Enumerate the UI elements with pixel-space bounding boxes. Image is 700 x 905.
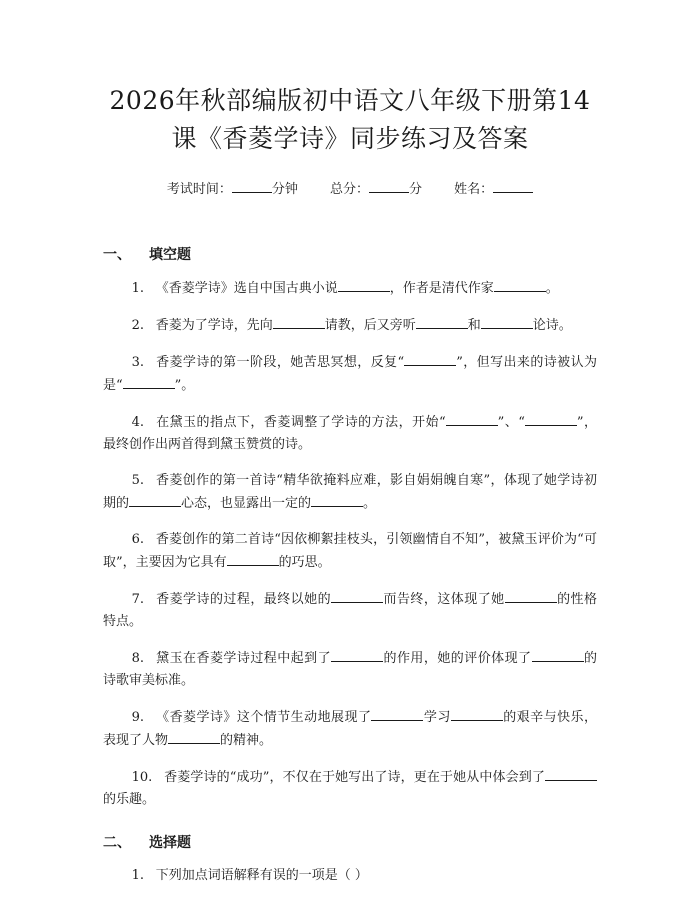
question-text: 香菱学诗的“成功”，不仅在于她写出了诗，更在于她从中体会到了 — [163, 770, 545, 785]
fill-in-question — [103, 470, 597, 515]
fill-in-question — [103, 706, 597, 752]
question-number: 1. — [131, 868, 144, 883]
question-text: 香菱学诗的第一阶段，她苦思冥想，反复“ — [155, 355, 405, 370]
choice-question — [103, 865, 597, 887]
answer-blank — [525, 411, 577, 426]
question-text: 《香菱学诗》选自中国古典小说 — [155, 281, 338, 296]
answer-blank — [338, 277, 390, 292]
title-line-1: 2026年秋部编版初中语文八年级下册第14 — [109, 86, 591, 115]
exam-time: 考试时间： 分钟 — [167, 178, 298, 200]
answer-blank — [168, 729, 220, 744]
question-text: 香菱创作的第二首诗“因依柳絮挂枝头，引领幽情自不知”，被黛玉评价为“可取”，主要因为它具有 — [103, 532, 597, 570]
question-text: 香菱学诗的过程，最终以她的 — [155, 592, 332, 607]
answer-blank — [227, 551, 279, 566]
question-text: 香菱为了学诗，先向 — [155, 318, 273, 333]
question-number: 10. — [131, 770, 153, 785]
fill-in-question — [103, 766, 597, 811]
section-heading-fill-in: 一、 填空题 — [103, 247, 191, 263]
question-text: ”，但写出来的诗被认为是“ — [103, 355, 597, 393]
question-text: 。 — [363, 496, 377, 511]
answer-blank — [416, 314, 468, 329]
answer-blank — [505, 588, 557, 603]
answer-blank — [481, 314, 533, 329]
question-text: 心态，也显露出一定的 — [181, 496, 312, 511]
question-number: 2. — [131, 318, 144, 333]
answer-blank — [311, 492, 363, 507]
question-number: 4. — [131, 415, 144, 430]
question-number: 6. — [131, 532, 144, 547]
answer-blank — [451, 706, 503, 721]
question-text: 黛玉在香菱学诗过程中起到了 — [155, 651, 332, 666]
answer-blank — [532, 647, 584, 662]
answer-blank — [331, 647, 383, 662]
answer-blank — [273, 314, 325, 329]
question-number: 5. — [131, 473, 144, 488]
name-blank — [493, 178, 533, 193]
fill-in-question — [103, 588, 597, 633]
question-text: ”、“ — [497, 415, 525, 430]
answer-blank — [404, 351, 456, 366]
fill-in-question — [103, 529, 597, 574]
question-text: ，作者是清代作家 — [389, 281, 494, 296]
question-number: 1. — [131, 281, 144, 296]
answer-blank — [331, 588, 383, 603]
question-text: 的巧思。 — [278, 555, 331, 570]
question-text: 的艰辛与快乐，表现了人物 — [103, 710, 597, 748]
question-text: 的诗歌审美标准。 — [103, 651, 597, 688]
fill-in-question — [103, 277, 597, 300]
question-number: 8. — [131, 651, 144, 666]
section-heading-multiple-choice: 二、 选择题 — [103, 835, 191, 851]
question-text: 《香菱学诗》这个情节生动地展现了 — [155, 710, 372, 725]
question-text: 的精神。 — [220, 733, 273, 748]
question-text: 的作用，她的评价体现了 — [383, 651, 532, 666]
score-blank — [369, 178, 409, 193]
answer-blank — [129, 492, 181, 507]
question-text: ”，最终创作出两首得到黛玉赞赏的诗。 — [103, 415, 597, 452]
fill-in-question-list — [103, 277, 597, 811]
document-title — [103, 0, 597, 158]
question-text: 。 — [545, 281, 559, 296]
answer-blank — [494, 277, 546, 292]
question-text: 的性格特点。 — [103, 592, 597, 629]
exam-score: 总分： 分 — [330, 178, 422, 200]
answer-blank — [123, 374, 175, 389]
student-name: 姓名： — [454, 178, 533, 200]
question-text: ”。 — [174, 378, 195, 393]
question-text: 和 — [467, 318, 481, 333]
title-line-2: 课《香菱学诗》同步练习及答案 — [171, 124, 529, 153]
question-text: 而告终，这体现了她 — [383, 592, 505, 607]
exam-meta — [103, 178, 597, 200]
question-number: 9. — [131, 710, 144, 725]
fill-in-question — [103, 411, 597, 456]
question-text: 学习 — [423, 710, 451, 725]
answer-blank — [446, 411, 498, 426]
fill-in-question — [103, 647, 597, 692]
answer-blank — [371, 706, 423, 721]
question-number: 7. — [131, 592, 144, 607]
fill-in-question — [103, 314, 597, 337]
question-text: 下列加点词语解释有误的一项是（ ） — [155, 868, 368, 883]
answer-blank — [545, 766, 597, 781]
question-text: 论诗。 — [532, 318, 572, 333]
time-blank — [232, 178, 272, 193]
choice-question-list — [103, 865, 597, 887]
question-text: 在黛玉的指点下，香菱调整了学诗的方法，开始“ — [155, 415, 446, 430]
question-text: 的乐趣。 — [103, 792, 156, 807]
fill-in-question — [103, 351, 597, 397]
question-number: 3. — [131, 355, 144, 370]
question-text: 香菱创作的第一首诗“精华欲掩料应难，影自娟娟魄自寒”，体现了她学诗初期的 — [103, 473, 597, 511]
question-text: 请教，后又旁听 — [324, 318, 416, 333]
